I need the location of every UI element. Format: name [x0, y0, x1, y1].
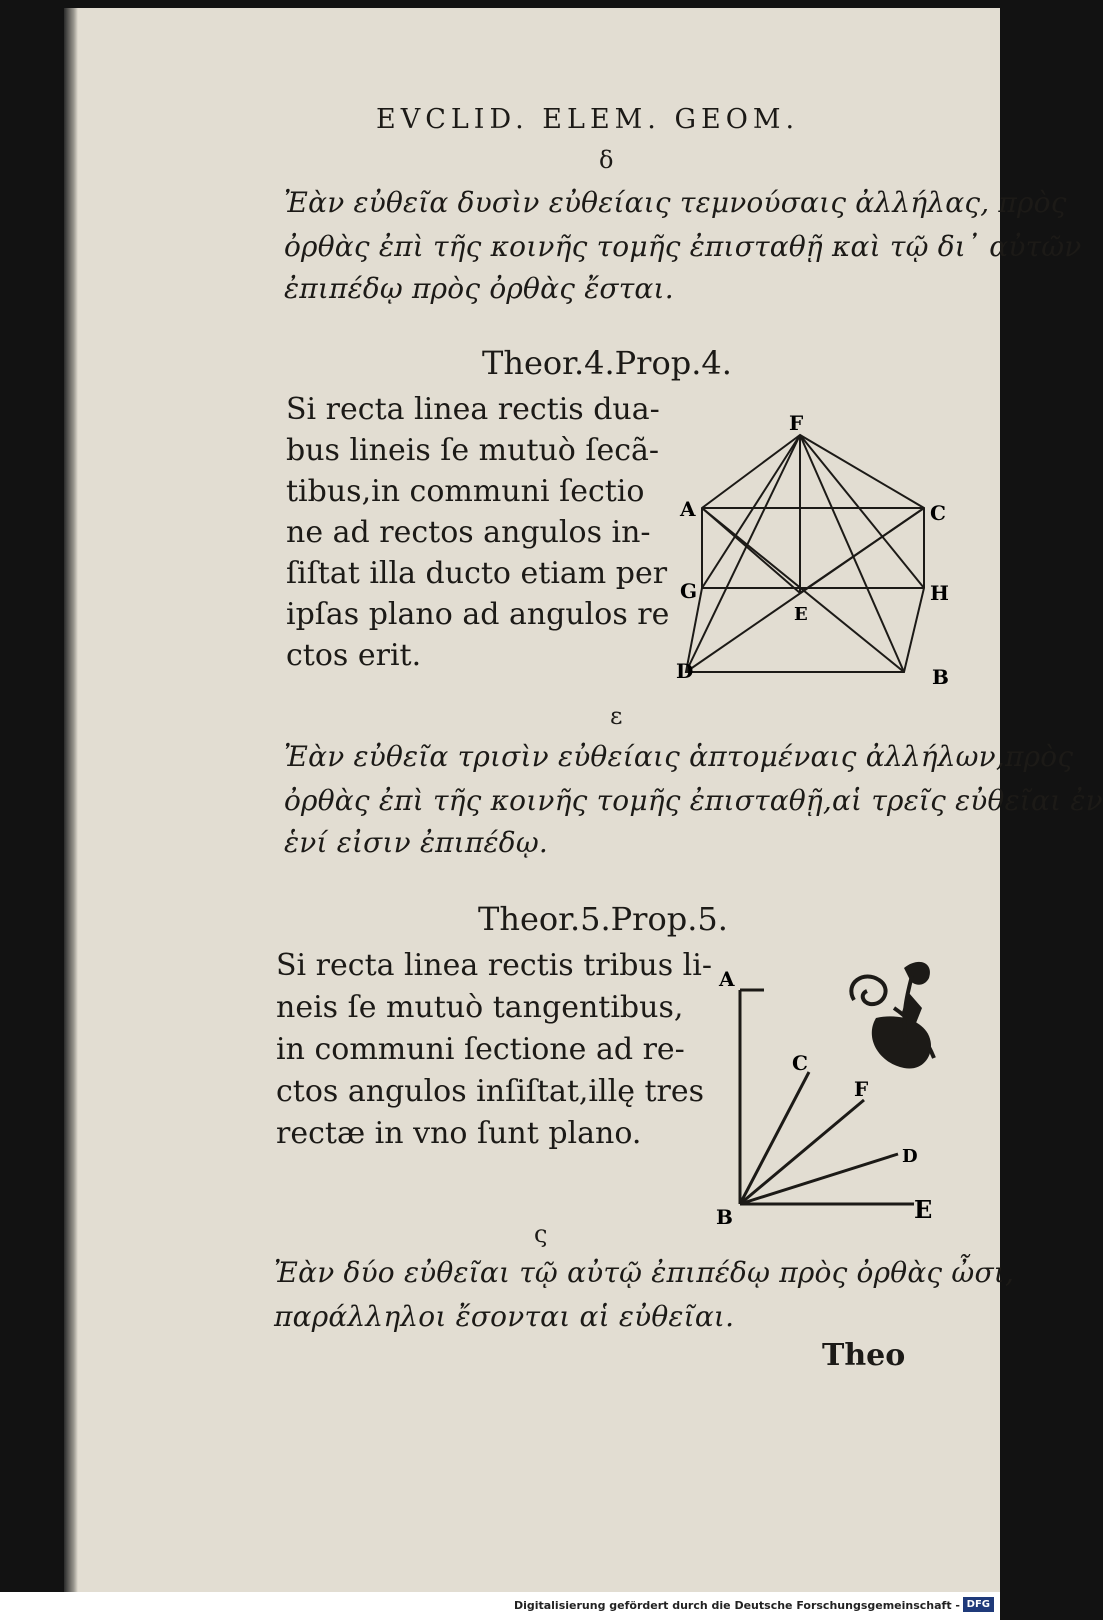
figure-label: B — [716, 1205, 733, 1229]
greek-text-line: παράλληλοι ἔσονται αἱ εὐθεῖαι. — [274, 1300, 735, 1333]
figure-label: E — [794, 604, 808, 625]
dfg-logo-badge: DFG — [963, 1597, 994, 1612]
greek-text-line: Ἐὰν εὐθεῖα τρισὶν εὐθείαις ἁπτομέναις ἀλλήλων,πρὸς — [284, 740, 1074, 773]
latin-text-line: ctos erit. — [286, 638, 422, 673]
figure-label: F — [789, 411, 804, 435]
book-page — [64, 8, 1103, 1592]
greek-section-number: ς — [534, 1220, 548, 1248]
greek-text-line: Ἐὰν εὐθεῖα δυσὶν εὐθείαις τεμνούσαις ἀλλήλας, πρὸς — [284, 186, 1067, 219]
latin-text-line: bus lineis ſe mutuò ſecã- — [286, 433, 660, 468]
footer-credit: Digitalisierung gefördert durch die Deutsche Forschungsgemeinschaft - — [513, 1599, 960, 1612]
figure-label: A — [680, 497, 696, 521]
latin-text-line: ipſas plano ad angulos re — [286, 597, 670, 632]
proposition-5-figure — [704, 958, 944, 1229]
digitization-footer — [0, 1592, 1000, 1620]
figure-label: F — [854, 1077, 869, 1101]
figure-label: G — [680, 579, 698, 603]
latin-text-line: ne ad rectos angulos in- — [286, 515, 651, 550]
latin-text-line: tibus,in communi ſectio — [286, 474, 645, 509]
latin-text-line: rectæ in vno ſunt plano. — [276, 1116, 642, 1151]
greek-text-line: ἐπιπέδῳ πρὸς ὀρθὰς ἔσται. — [284, 272, 674, 305]
figure-label: D — [676, 659, 694, 683]
greek-text-line: Ἐὰν δύο εὐθεῖαι τῷ αὐτῷ ἐπιπέδῳ πρὸς ὀρθὰς ὦσι, — [274, 1256, 1015, 1289]
proposition-4-figure — [668, 408, 948, 688]
figure-label: E — [914, 1195, 933, 1224]
latin-text-line: ctos angulos inſiſtat,illę tres — [276, 1074, 705, 1109]
proposition-heading: Theor.4.Prop.4. — [482, 344, 732, 382]
figure-label: C — [792, 1051, 808, 1075]
latin-text-line: Si recta linea rectis dua- — [286, 392, 660, 427]
greek-section-number: δ — [599, 146, 614, 174]
figure-label: B — [932, 665, 949, 689]
greek-text-line: ἑνί εἰσιν ἐπιπέδῳ. — [284, 826, 548, 859]
latin-text-line: Si recta linea rectis tribus li- — [276, 948, 712, 983]
latin-text-line: in communi ſectione ad re- — [276, 1032, 685, 1067]
figure-label: A — [719, 967, 735, 991]
proposition-heading: Theor.5.Prop.5. — [478, 900, 728, 938]
latin-text-line: neis ſe mutuò tangentibus, — [276, 990, 684, 1025]
figure-label: C — [930, 501, 946, 525]
greek-section-number: ε — [610, 702, 623, 730]
floral-ornament — [851, 962, 934, 1069]
greek-text-line: ὀρθὰς ἐπὶ τῆς κοινῆς τομῆς ἐπισταθῇ καὶ τῷ δι᾽ αὐτῶν — [284, 230, 1082, 263]
figure-label: D — [902, 1146, 918, 1167]
latin-text-line: ſiſtat illa ducto etiam per — [286, 556, 668, 591]
figure-label: H — [930, 581, 949, 605]
catchword: Theo — [822, 1338, 906, 1373]
page-binding-edge — [64, 8, 78, 1592]
greek-text-line: ὀρθὰς ἐπὶ τῆς κοινῆς τομῆς ἐπισταθῇ,αἱ τρεῖς εὐθεῖαι ἐν — [284, 784, 1103, 817]
running-title: EVCLID. ELEM. GEOM. — [376, 104, 800, 135]
